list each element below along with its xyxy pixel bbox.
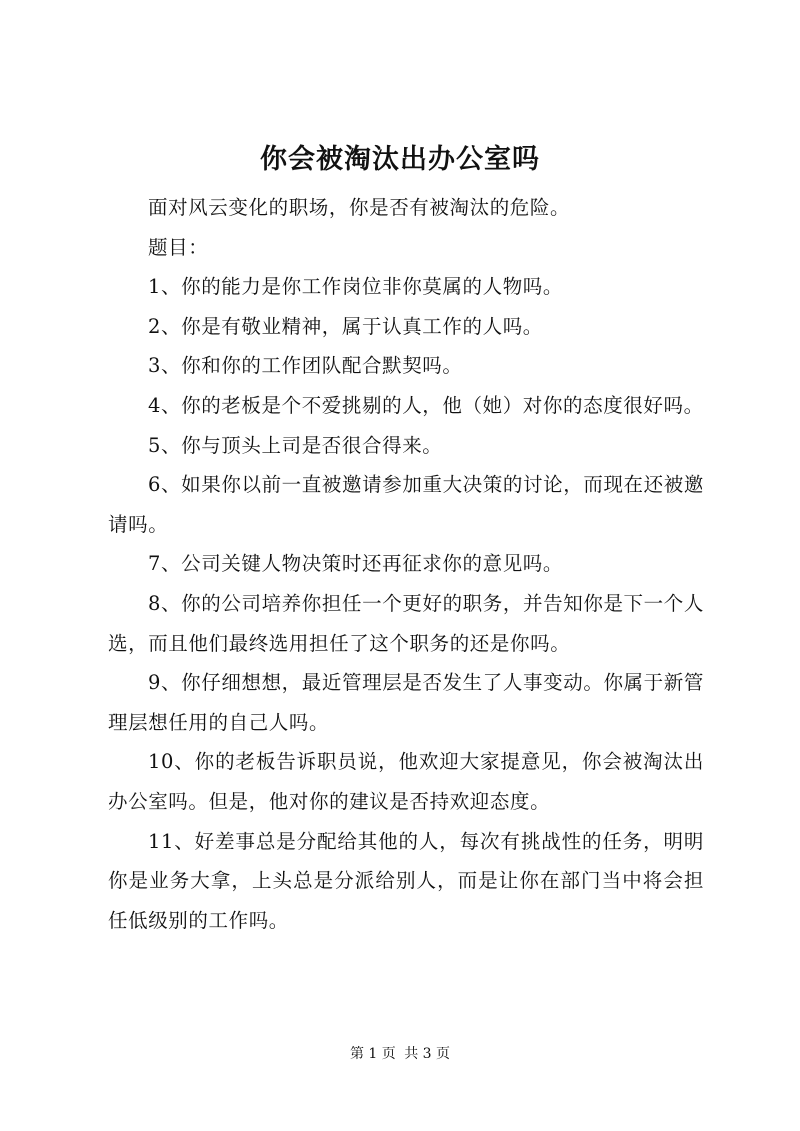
document-title: 你会被淘汰出办公室吗 [260,144,540,175]
question-item: 5、你与顶头上司是否很合得来。 [148,433,443,457]
question-item: 6、如果你以前一直被邀请参加重大决策的讨论，而现在还被邀请吗。 [108,473,704,536]
page-number: 第 1 页 [349,1046,396,1062]
question-item: 3、你和你的工作团队配合默契吗。 [148,354,463,378]
question-item: 1、你的能力是你工作岗位非你莫属的人物吗。 [148,275,564,299]
paragraph-intro: 面对风云变化的职场，你是否有被淘汰的危险。 [148,196,571,219]
question-item: 4、你的老板是个不爱挑剔的人，他（她）对你的态度很好吗。 [148,393,704,417]
question-item: 10、你的老板告诉职员说，他欢迎大家提意见，你会被淘汰出办公室吗。但是，他对你的建议是否持欢迎态度。 [108,750,704,813]
question-item: 2、你是有敬业精神，属于认真工作的人吗。 [148,314,543,338]
question-item: 8、你的公司培养你担任一个更好的职务，并告知你是下一个人选，而且他们最终选用担任了这个职务的还是你吗。 [108,591,704,655]
question-item: 11、好差事总是分配给其他的人，每次有挑战性的任务，明明你是业务大拿，上头总是分派给别人，而是让你在部门当中将会担任低级别的工作吗。 [108,829,704,932]
question-item: 7、公司关键人物决策时还再征求你的意见吗。 [148,552,564,576]
page-footer [0,1044,800,1064]
page-total: 共 3 页 [404,1046,451,1062]
question-item: 9、你仔细想想，最近管理层是否发生了人事变动。你属于新管理层想任用的自己人吗。 [108,671,704,734]
document-body [108,188,704,940]
paragraph-questions-heading: 题目： [148,235,209,259]
